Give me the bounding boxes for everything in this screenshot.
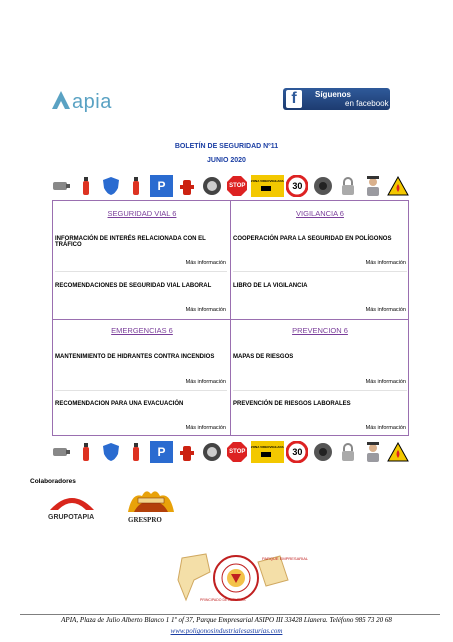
- item-separator: [55, 390, 227, 391]
- item-hidrantes: MANTENIMIENTO DE HIDRANTES CONTRA INCENDIOS: [55, 354, 215, 360]
- guard-icon: [362, 175, 385, 197]
- extinguisher-icon: [125, 175, 148, 197]
- item-evacuacion: RECOMENDACION PARA UNA EVACUACIÓN: [55, 401, 184, 407]
- cctv-icon: [311, 441, 334, 463]
- item-separator: [233, 390, 407, 391]
- item-libro-vigilancia: LIBRO DE LA VIGILANCIA: [233, 283, 308, 289]
- lock-icon: [336, 175, 359, 197]
- extinguisher-icon: [125, 441, 148, 463]
- collaborators-label: Colaboradores: [30, 478, 76, 485]
- apia-logo-icon: [50, 89, 72, 111]
- more-info-link[interactable]: Más información: [365, 425, 406, 431]
- section-heading-prevencion[interactable]: PREVENCION 6: [292, 326, 348, 335]
- shield-icon: [99, 441, 122, 463]
- safety-icon-strip-top: [49, 173, 410, 199]
- guard-icon: [362, 441, 385, 463]
- item-trafico: INFORMACIÓN DE INTERÉS RELACIONADA CON EL TRÁFICO: [55, 236, 206, 248]
- hydrant-icon: [175, 441, 198, 463]
- footer-website-link[interactable]: www.poligonosindustrialesasturias.com: [170, 627, 283, 635]
- alarm-icon: [200, 441, 223, 463]
- facebook-line1: Síguenos: [315, 90, 352, 99]
- item-cooperacion-poligonos: COOPERACIÓN PARA LA SEGURIDAD EN POLÍGONOS: [233, 236, 392, 242]
- facebook-line2: en facebook: [345, 99, 389, 108]
- footer-address: APIA, Plaza de Julio Alberto Blanco 1 1º of 37, Parque Empresarial ASIPO III 33428 Llanera. Teléfono 985 73 20 68: [61, 616, 392, 624]
- item-seguridad-vial-laboral: RECOMENDACIONES DE SEGURIDAD VIAL LABORAL: [55, 283, 212, 289]
- grid-divider-horizontal: [53, 319, 408, 320]
- camera-icon: [49, 441, 72, 463]
- bulletin-grid: [52, 200, 409, 436]
- facebook-follow-button[interactable]: [283, 88, 390, 110]
- more-info-link[interactable]: Más información: [185, 379, 226, 385]
- section-heading-seguridad-vial[interactable]: SEGURIDAD VIAL 6: [107, 209, 177, 218]
- security-sign-icon: ZONA VIDEOVIGILADA: [251, 441, 284, 463]
- alarm-icon: [200, 175, 223, 197]
- grid-divider-vertical: [230, 201, 231, 435]
- lock-icon: [336, 441, 359, 463]
- section-heading-vigilancia[interactable]: VIGILANCIA 6: [296, 209, 344, 218]
- apia-logo-text: apia: [72, 91, 112, 113]
- fire-warning-icon: [387, 175, 410, 197]
- more-info-link[interactable]: Más información: [365, 307, 406, 313]
- security-sign-icon: ZONA VIDEOVIGILADA: [251, 175, 284, 197]
- bulletin-title: BOLETÍN DE SEGURIDAD Nº11: [174, 143, 279, 150]
- more-info-link[interactable]: Más información: [365, 379, 406, 385]
- speed-30-icon: 30: [286, 175, 309, 197]
- more-info-link[interactable]: Más información: [185, 425, 226, 431]
- grupo-tapia-logo-text: GRUPOTAPIA: [48, 514, 95, 521]
- seal-text-bottom: PRINCIPADO DE ASTURIAS: [200, 598, 246, 602]
- more-info-link[interactable]: Más información: [185, 260, 226, 266]
- parking-icon: P: [150, 441, 173, 463]
- stop-icon: STOP: [226, 175, 249, 197]
- footer-divider: [20, 614, 440, 615]
- bulletin-date: JUNIO 2020: [207, 157, 246, 164]
- grespro-logo-icon: [124, 486, 178, 516]
- item-mapas-riesgos: MAPAS DE RIESGOS: [233, 354, 294, 360]
- stop-icon: STOP: [226, 441, 249, 463]
- seal-text-top: PARQUE EMPRESARIAL: [262, 556, 309, 561]
- shield-icon: [99, 175, 122, 197]
- speed-30-icon: 30: [286, 441, 309, 463]
- grupo-tapia-logo-icon: [48, 488, 96, 512]
- facebook-icon: f: [286, 90, 302, 108]
- camera-icon: [49, 175, 72, 197]
- more-info-link[interactable]: Más información: [365, 260, 406, 266]
- more-info-link[interactable]: Más información: [185, 307, 226, 313]
- grespro-logo-text: GRESPRO: [128, 516, 162, 524]
- section-heading-emergencias[interactable]: EMERGENCIAS 6: [111, 326, 173, 335]
- fire-warning-icon: [387, 441, 410, 463]
- item-separator: [55, 271, 227, 272]
- parking-icon: P: [150, 175, 173, 197]
- item-riesgos-laborales: PREVENCIÓN DE RIESGOS LABORALES: [233, 401, 351, 407]
- extinguisher-icon: [74, 441, 97, 463]
- cctv-icon: [311, 175, 334, 197]
- hydrant-icon: [175, 175, 198, 197]
- safety-icon-strip-bottom: [49, 439, 410, 465]
- item-separator: [233, 271, 407, 272]
- extinguisher-icon: [74, 175, 97, 197]
